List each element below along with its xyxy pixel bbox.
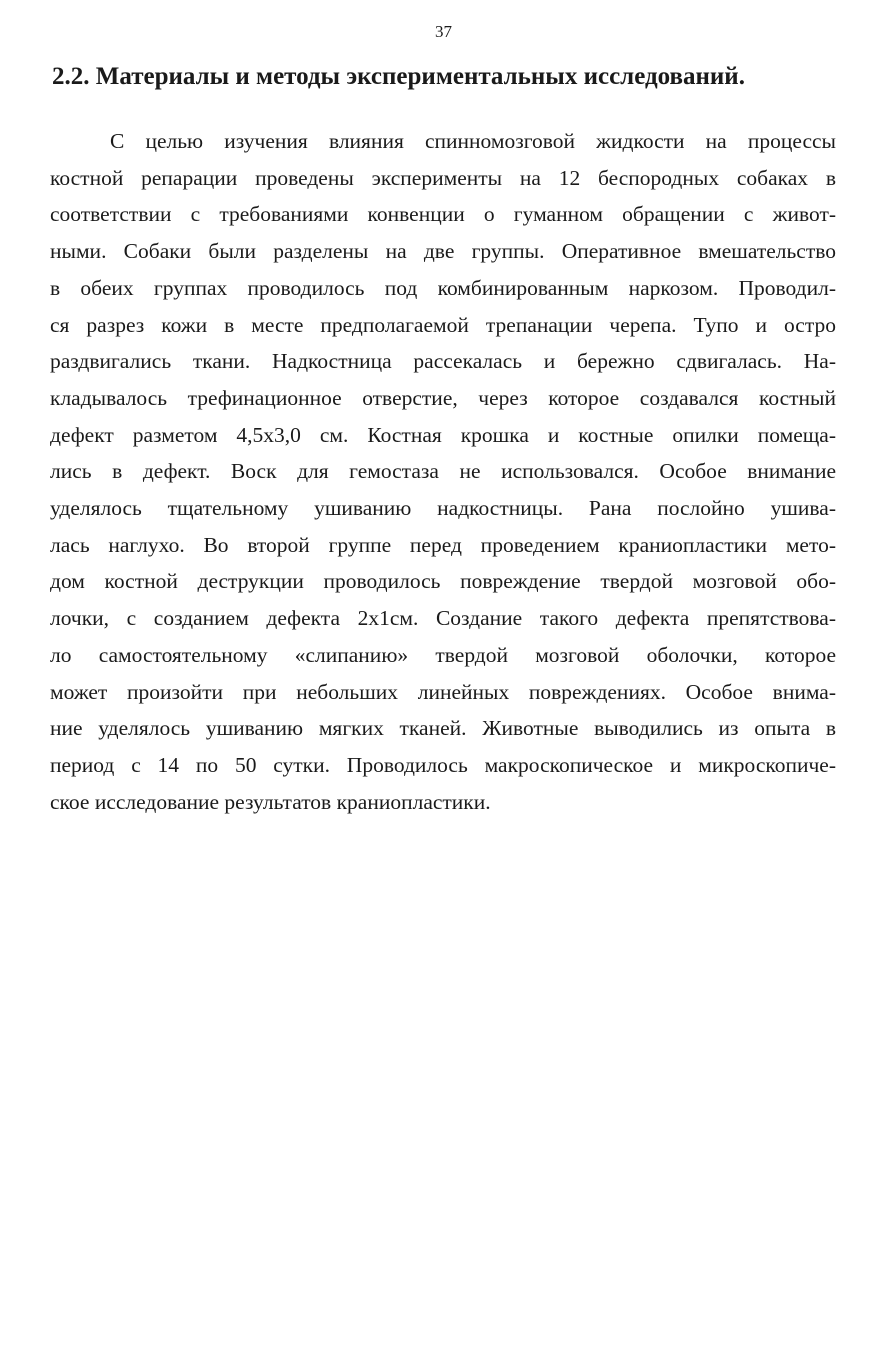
body-line: может произойти при небольших линейных повреждениях. Особое внима- — [50, 679, 836, 704]
body-line: лочки, с созданием дефекта 2х1см. Создание такого дефекта препятствова- — [50, 606, 836, 631]
section-body — [50, 123, 836, 820]
body-line: раздвигались ткани. Надкостница рассекалась и бережно сдвигалась. На- — [50, 349, 836, 374]
body-line: в обеих группах проводилось под комбинированным наркозом. Проводил- — [50, 275, 836, 300]
body-line: лись в дефект. Воск для гемостаза не использовался. Особое внимание — [50, 459, 836, 484]
body-line: соответствии с требованиями конвенции о гуманном обращении с живот- — [50, 202, 836, 227]
body-line: дефект разметом 4,5х3,0 см. Костная крошка и костные опилки помеща- — [50, 422, 836, 447]
body-line: дом костной деструкции проводилось повреждение твердой мозговой обо- — [50, 569, 836, 594]
body-line: ся разрез кожи в месте предполагаемой трепанации черепа. Тупо и остро — [50, 312, 836, 337]
body-line: кладывалось трефинационное отверстие, через которое создавался костный — [50, 385, 836, 410]
page-number: 37 — [435, 22, 452, 41]
body-line: лась наглухо. Во второй группе перед проведением краниопластики мето- — [50, 532, 836, 557]
body-line: уделялось тщательному ушиванию надкостницы. Рана послойно ушива- — [50, 496, 836, 521]
body-line: костной репарации проведены эксперименты на 12 беспородных собаках в — [50, 165, 836, 190]
body-line: ло самостоятельному «слипанию» твердой мозговой оболочки, которое — [50, 642, 836, 667]
section-heading: 2.2. Материалы и методы экспериментальных исследований. — [52, 63, 745, 90]
body-line: период с 14 по 50 сутки. Проводилось макроскопическое и микроскопиче- — [50, 752, 836, 777]
body-line: ское исследование результатов краниопластики. — [50, 789, 491, 814]
body-line: ние уделялось ушиванию мягких тканей. Животные выводились из опыта в — [50, 716, 836, 741]
body-line: ными. Собаки были разделены на две группы. Оперативное вмешательство — [50, 239, 836, 264]
body-line: С целью изучения влияния спинномозговой жидкости на процессы — [110, 129, 836, 153]
